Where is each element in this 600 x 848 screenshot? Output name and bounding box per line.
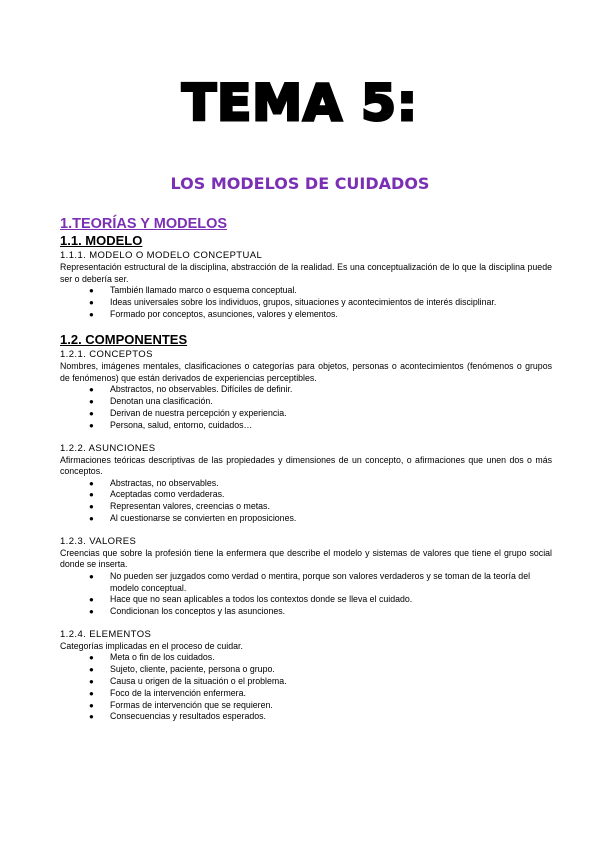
bullet-icon: ● [89, 478, 94, 488]
bullet-list-conceptos [60, 384, 552, 431]
bullet-icon: ● [89, 665, 94, 675]
bullet-icon: ● [89, 607, 94, 617]
bullet-item [60, 489, 552, 501]
bullet-text: Formas de intervención que se requieren. [110, 699, 273, 710]
bullet-item [60, 285, 552, 297]
paragraph-elementos: Categorías implicadas en el proceso de cuidar. [60, 640, 243, 651]
bullet-icon: ● [89, 595, 94, 605]
bullet-text: Condicionan los conceptos y las asunciones. [110, 606, 286, 617]
bullet-item [60, 384, 552, 396]
bullet-list-elementos [60, 652, 552, 723]
paragraph-valores: Creencias que sobre la profesión tiene la enfermera que describe el modelo y sistemas de valores que tiene el grupo social donde se inserta. [60, 547, 552, 570]
bullet-text: Consecuencias y resultados esperados. [110, 711, 266, 722]
bullet-text: Meta o fin de los cuidados. [110, 652, 215, 663]
section-heading-teorias: 1.TEORÍAS Y MODELOS [60, 216, 228, 232]
bullet-item [60, 606, 552, 618]
bullet-text: Hace que no sean aplicables a todos los contextos donde se lleva el cuidado. [110, 594, 413, 605]
subsubsection-heading-conceptos: 1.2.1. CONCEPTOS [60, 349, 153, 361]
bullet-text: Foco de la intervención enfermera. [110, 687, 246, 698]
bullet-item [60, 571, 552, 595]
bullet-text: No pueden ser juzgados como verdad o mentira, porque son valores verdaderos y se toman de la teoría del modelo conceptual. [110, 570, 531, 593]
bullet-text: Representan valores, creencias o metas. [110, 501, 270, 512]
bullet-text: Abstractas, no observables. [110, 477, 219, 488]
bullet-item [60, 396, 552, 408]
bullet-item [60, 594, 552, 606]
subsubsection-heading-valores: 1.2.3. VALORES [60, 535, 137, 547]
bullet-icon: ● [89, 408, 94, 418]
bullet-icon: ● [89, 688, 94, 698]
subsubsection-heading-modelo-conceptual: 1.1.1. MODELO O MODELO CONCEPTUAL [60, 250, 263, 261]
bullet-item [60, 664, 552, 676]
paragraph-conceptos: Nombres, imágenes mentales, clasificaciones o categorías para objetos, personas o acontecimientos (fenómenos o grupos de fenómenos) que están derivados de experiencias perceptibles. [60, 361, 552, 383]
bullet-text: Formado por conceptos, asunciones, valores y elementos. [110, 308, 338, 319]
bullet-list-asunciones [60, 478, 552, 525]
bullet-icon: ● [89, 490, 94, 500]
bullet-text: Persona, salud, entorno, cuidados… [110, 419, 253, 430]
paragraph-modelo: Representación estructural de la disciplina, abstracción de la realidad. Es una conceptualización de lo que la disciplina puede ser o debería ser. [60, 262, 552, 284]
subsection-heading-modelo: 1.1. MODELO [60, 233, 143, 248]
subsubsection-heading-elementos: 1.2.4. ELEMENTOS [60, 628, 152, 640]
bullet-icon: ● [89, 513, 94, 523]
bullet-item [60, 501, 552, 513]
bullet-item [60, 297, 552, 309]
bullet-icon: ● [89, 712, 94, 722]
bullet-icon: ● [89, 653, 94, 663]
bullet-item [60, 700, 552, 712]
bullet-icon: ● [89, 502, 94, 512]
bullet-list-modelo [60, 285, 552, 320]
bullet-item [60, 676, 552, 688]
bullet-text: También llamado marco o esquema conceptual. [110, 285, 297, 295]
bullet-icon: ● [89, 297, 94, 307]
bullet-text: Ideas universales sobre los individuos, grupos, situaciones y acontecimientos de interés disciplinar. [110, 296, 497, 307]
bullet-text: Al cuestionarse se convierten en proposiciones. [110, 512, 297, 523]
bullet-text: Denotan una clasificación. [110, 396, 213, 407]
bullet-text: Sujeto, cliente, paciente, persona o grupo. [110, 664, 275, 675]
bullet-icon: ● [89, 700, 94, 710]
bullet-item [60, 688, 552, 700]
bullet-item [60, 711, 552, 723]
page-subtitle: LOS MODELOS DE CUIDADOS [170, 174, 430, 193]
page-title: TEMA 5: [182, 74, 418, 132]
bullet-icon: ● [89, 571, 94, 581]
bullet-icon: ● [89, 677, 94, 687]
bullet-text: Causa u origen de la situación o el problema. [110, 676, 287, 687]
bullet-icon: ● [89, 286, 94, 295]
bullet-text: Aceptadas como verdaderas. [110, 489, 225, 500]
bullet-list-valores [60, 571, 552, 618]
bullet-icon: ● [89, 309, 94, 319]
bullet-item [60, 309, 552, 321]
bullet-item [60, 652, 552, 664]
bullet-item [60, 408, 552, 420]
bullet-icon: ● [89, 385, 94, 395]
bullet-icon: ● [89, 397, 94, 407]
bullet-item [60, 420, 552, 432]
bullet-icon: ● [89, 420, 94, 430]
bullet-text: Abstractos, no observables. Difíciles de definir. [110, 384, 293, 395]
subsection-heading-componentes: 1.2. COMPONENTES [60, 332, 188, 348]
bullet-text: Derivan de nuestra percepción y experiencia. [110, 407, 287, 418]
bullet-item [60, 478, 552, 490]
document-body [60, 216, 552, 723]
bullet-item [60, 513, 552, 525]
paragraph-asunciones: Afirmaciones teóricas descriptivas de las propiedades y dimensiones de un concepto, o afirmaciones que unen dos o más conceptos. [60, 454, 552, 477]
subsubsection-heading-asunciones: 1.2.2. ASUNCIONES [60, 442, 156, 454]
